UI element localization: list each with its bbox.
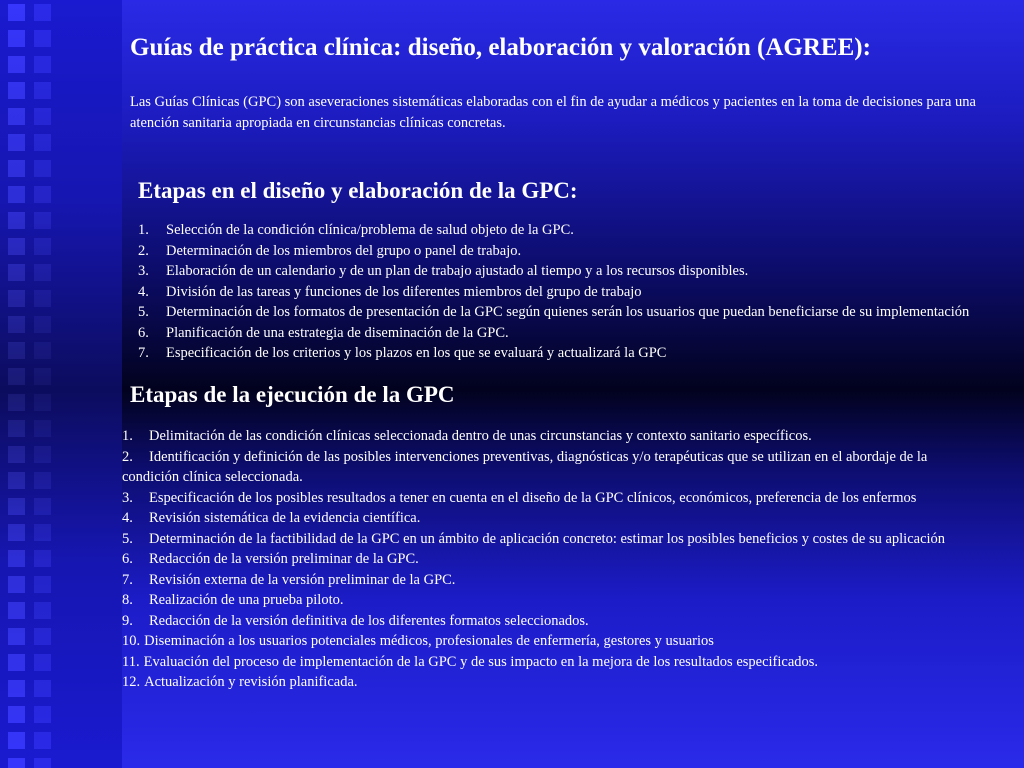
list-item bbox=[138, 323, 969, 344]
item-number: 7. bbox=[122, 571, 133, 588]
slide-title: Guías de práctica clínica: diseño, elaboración y valoración (AGREE): bbox=[130, 34, 871, 61]
item-text: División de las tareas y funciones de los diferentes miembros del grupo de trabajo bbox=[166, 283, 642, 300]
strip-square bbox=[8, 654, 25, 671]
strip-square bbox=[34, 758, 51, 768]
item-text: Selección de la condición clínica/problema de salud objeto de la GPC. bbox=[166, 222, 574, 238]
strip-square bbox=[34, 394, 51, 411]
list-item bbox=[138, 261, 969, 282]
strip-square bbox=[8, 524, 25, 541]
strip-square bbox=[8, 758, 25, 768]
design-section-heading: Etapas en el diseño y elaboración de la GPC: bbox=[138, 178, 578, 203]
list-item bbox=[138, 282, 969, 303]
item-number: 9. bbox=[122, 612, 133, 629]
execution-section-heading: Etapas de la ejecución de la GPC bbox=[130, 382, 455, 407]
list-item bbox=[122, 426, 945, 447]
strip-square bbox=[8, 550, 25, 567]
item-number: 6. bbox=[138, 324, 149, 341]
item-number: 5. bbox=[122, 530, 133, 547]
strip-square bbox=[8, 498, 25, 515]
item-number: 4. bbox=[122, 510, 133, 526]
strip-square bbox=[8, 342, 25, 359]
item-number: 1. bbox=[138, 222, 149, 238]
item-text-continuation: condición clínica seleccionada. bbox=[122, 469, 303, 485]
list-item bbox=[122, 611, 945, 632]
list-item bbox=[122, 631, 945, 652]
item-number: 6. bbox=[122, 551, 133, 567]
item-text: Redacción de la versión preliminar de la GPC. bbox=[149, 551, 419, 567]
strip-square bbox=[34, 160, 51, 177]
list-item bbox=[122, 590, 945, 611]
strip-square bbox=[34, 550, 51, 567]
list-item bbox=[122, 549, 945, 570]
strip-square bbox=[34, 524, 51, 541]
strip-square bbox=[8, 420, 25, 437]
strip-square bbox=[34, 212, 51, 229]
list-item bbox=[122, 570, 945, 591]
strip-square bbox=[8, 108, 25, 125]
item-text: Elaboración de un calendario y de un plan de trabajo ajustado al tiempo y a los recursos disponibles. bbox=[166, 263, 749, 279]
list-item bbox=[138, 220, 969, 241]
strip-square bbox=[34, 446, 51, 463]
strip-square bbox=[8, 706, 25, 723]
strip-square bbox=[34, 368, 51, 385]
list-item bbox=[138, 302, 969, 323]
strip-square bbox=[8, 134, 25, 151]
item-text: Identificación y definición de las posibles intervenciones preventivas, diagnósticas y/o terapéuticas que se utilizan en el abordaje de la bbox=[149, 448, 928, 465]
item-text: Diseminación a los usuarios potenciales médicos, profesionales de enfermería, gestores y usuarios bbox=[144, 633, 714, 649]
item-text: Redacción de la versión definitiva de los diferentes formatos seleccionados. bbox=[149, 612, 589, 629]
list-item bbox=[122, 529, 945, 550]
item-text: Revisión externa de la versión preliminar de la GPC. bbox=[149, 571, 456, 588]
item-number: 12. bbox=[122, 674, 141, 690]
decorative-side-strip bbox=[0, 0, 122, 768]
strip-square bbox=[34, 186, 51, 203]
strip-square bbox=[34, 316, 51, 333]
item-number: 5. bbox=[138, 304, 149, 320]
strip-square bbox=[8, 680, 25, 697]
item-number: 2. bbox=[138, 242, 149, 259]
strip-square bbox=[8, 628, 25, 645]
strip-square bbox=[8, 238, 25, 255]
strip-squares bbox=[0, 0, 122, 768]
strip-square bbox=[34, 576, 51, 593]
strip-square bbox=[34, 602, 51, 619]
item-text: Especificación de los posibles resultados a tener en cuenta en el diseño de la GPC clínicos, económicos, preferencia de los enfermos bbox=[149, 489, 917, 506]
item-text: Revisión sistemática de la evidencia científica. bbox=[149, 510, 421, 526]
item-number: 3. bbox=[122, 489, 133, 506]
item-text: Realización de una prueba piloto. bbox=[149, 592, 344, 608]
strip-square bbox=[8, 186, 25, 203]
list-item bbox=[122, 447, 945, 488]
strip-square bbox=[8, 82, 25, 99]
strip-square bbox=[34, 420, 51, 437]
list-item bbox=[122, 488, 945, 509]
item-text: Actualización y revisión planificada. bbox=[144, 674, 358, 690]
strip-square bbox=[34, 706, 51, 723]
strip-square bbox=[34, 680, 51, 697]
strip-square bbox=[34, 30, 51, 47]
strip-square bbox=[34, 134, 51, 151]
strip-square bbox=[8, 602, 25, 619]
item-number: 11. bbox=[122, 653, 140, 670]
item-text: Evaluación del proceso de implementación de la GPC y de sus impacto en la mejora de los resultados especificados. bbox=[143, 653, 819, 670]
strip-square bbox=[34, 238, 51, 255]
item-text: Determinación de la factibilidad de la GPC en un ámbito de aplicación concreto: estimar los posibles beneficios y costes de su aplicación bbox=[149, 530, 946, 547]
strip-square bbox=[8, 394, 25, 411]
list-item bbox=[122, 508, 945, 529]
strip-square bbox=[34, 628, 51, 645]
item-text: Determinación de los formatos de presentación de la GPC según quienes serán los usuarios que puedan beneficiarse de su implementación bbox=[166, 304, 970, 320]
strip-square bbox=[34, 472, 51, 489]
strip-square bbox=[8, 316, 25, 333]
item-number: 8. bbox=[122, 592, 133, 608]
item-number: 2. bbox=[122, 448, 133, 465]
list-item bbox=[138, 241, 969, 262]
strip-square bbox=[34, 56, 51, 73]
item-text: Especificación de los criterios y los plazos en los que se evaluará y actualizará la GPC bbox=[166, 345, 667, 361]
strip-square bbox=[34, 498, 51, 515]
strip-square bbox=[34, 654, 51, 671]
design-steps-list bbox=[138, 220, 969, 364]
item-text: Delimitación de las condición clínicas seleccionada dentro de unas circunstancias y contexto sanitario específicos. bbox=[149, 428, 812, 444]
strip-square bbox=[8, 732, 25, 749]
strip-square bbox=[8, 56, 25, 73]
list-item bbox=[122, 652, 945, 673]
item-text: Determinación de los miembros del grupo o panel de trabajo. bbox=[166, 242, 522, 259]
item-number: 1. bbox=[122, 428, 133, 444]
strip-square bbox=[8, 264, 25, 281]
strip-square bbox=[34, 342, 51, 359]
strip-square bbox=[8, 160, 25, 177]
strip-square bbox=[34, 290, 51, 307]
strip-square bbox=[34, 732, 51, 749]
strip-square bbox=[8, 446, 25, 463]
item-text: Planificación de una estrategia de diseminación de la GPC. bbox=[166, 324, 509, 341]
item-number: 10. bbox=[122, 633, 141, 649]
item-number: 3. bbox=[138, 263, 149, 279]
list-item bbox=[138, 343, 969, 364]
strip-square bbox=[34, 4, 51, 21]
item-number: 4. bbox=[138, 283, 149, 300]
strip-square bbox=[8, 472, 25, 489]
strip-square bbox=[8, 576, 25, 593]
list-item bbox=[122, 672, 945, 693]
item-number: 7. bbox=[138, 345, 149, 361]
strip-square bbox=[8, 368, 25, 385]
execution-steps-list bbox=[122, 426, 945, 693]
strip-square bbox=[8, 212, 25, 229]
strip-square bbox=[34, 108, 51, 125]
strip-square bbox=[8, 4, 25, 21]
strip-square bbox=[34, 264, 51, 281]
strip-square bbox=[8, 30, 25, 47]
strip-square bbox=[34, 82, 51, 99]
strip-square bbox=[8, 290, 25, 307]
intro-paragraph: Las Guías Clínicas (GPC) son aseveraciones sistemáticas elaboradas con el fin de ayudar a médicos y pacientes en la toma de decisiones para una atención sanitaria apropiada en circunstancias clínicas concretas. bbox=[130, 94, 976, 131]
